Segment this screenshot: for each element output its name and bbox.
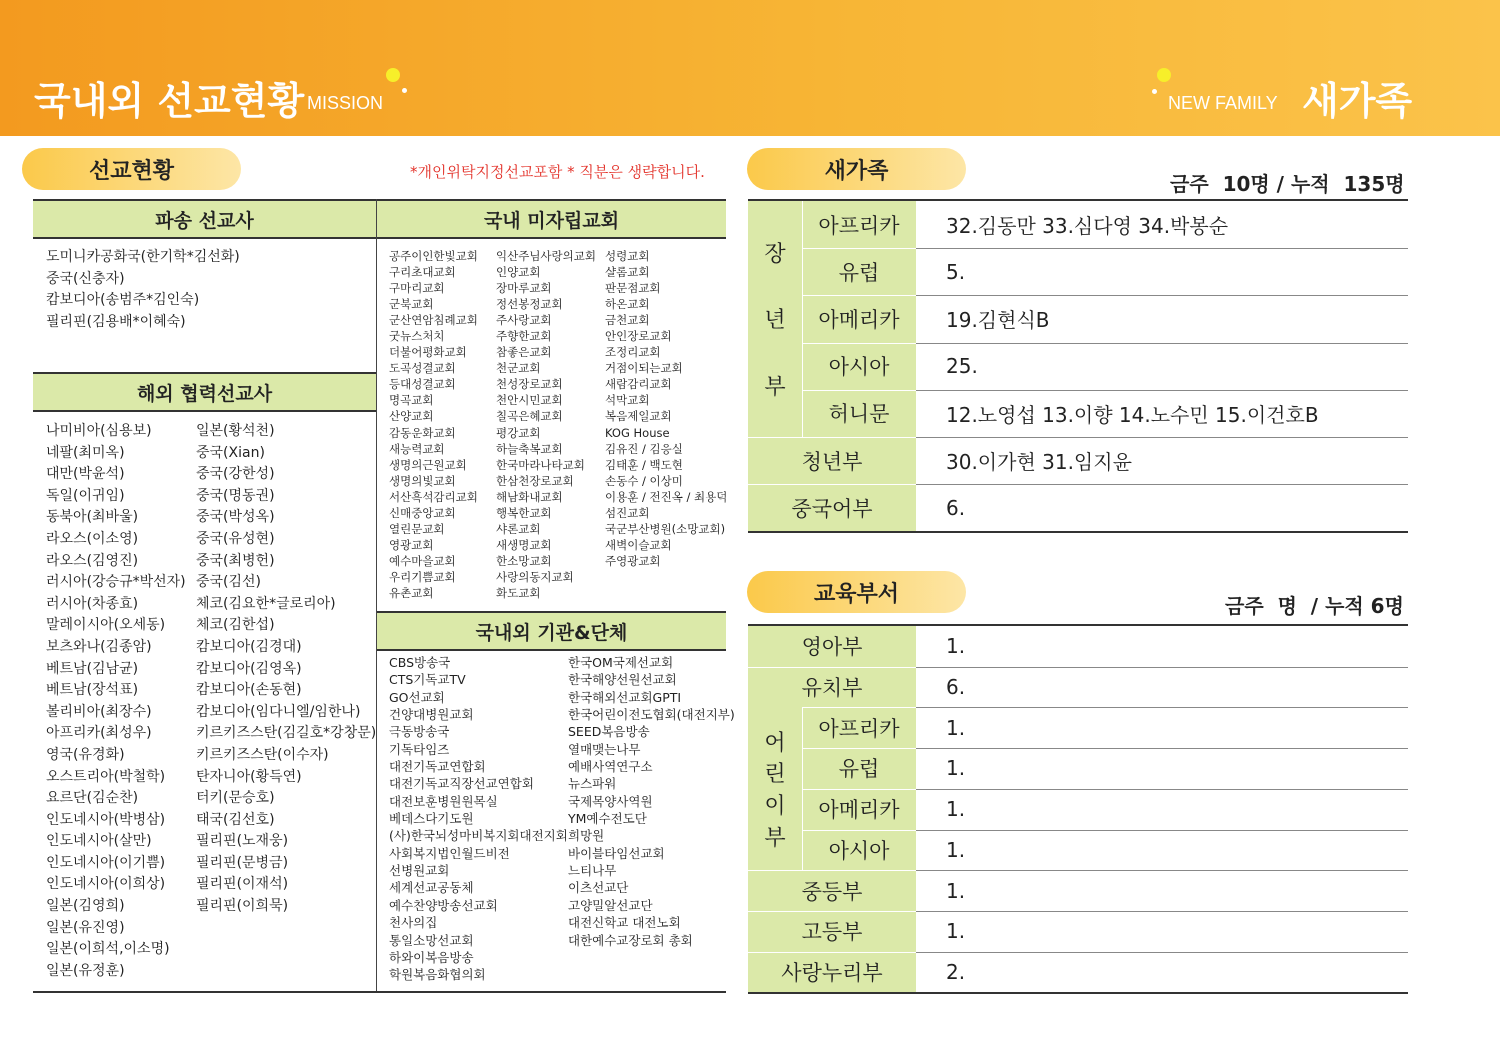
overseas-missionary: 러시아(강승규*박선자) [46,574,186,591]
church-item: 새벽이슬교회 [605,537,672,552]
church-item: 더불어평화교회 [389,345,467,360]
org-item: 대전기독교연합회 [389,759,486,775]
education-section-pill: 교육부서 [747,571,966,613]
overseas-missionary: 중국(유성현) [196,530,275,547]
row-label: 유럽 [838,260,880,285]
row-divider [916,748,1408,749]
overseas-missionary: 일본(유진영) [46,919,125,936]
org-item: SEED복음방송 [568,724,650,740]
org-item: 한국해양선원선교회 [568,672,677,688]
group-vertical-label [748,707,802,870]
org-item: 국제목양사역원 [568,793,653,809]
overseas-missionary: 중국(박성옥) [196,509,275,526]
group-label-char: 부 [764,375,786,401]
church-item: 샤론교회 [496,521,541,536]
org-item: 베데스다기도원 [389,811,474,827]
church-item: 등대성결교회 [389,377,456,392]
overseas-missionary: 캄보디아(손동현) [196,682,302,699]
org-item: 극동방송국 [389,724,450,740]
org-item: 건양대병원교회 [389,707,474,723]
org-item: 한국어린이전도협회(대전지부) [568,707,735,723]
org-item: 한국해외선교회GPTI [568,689,682,705]
church-item: 주영광교회 [605,553,661,568]
overseas-missionary: 필리핀(노재웅) [196,833,289,850]
row-value: 1. [946,919,966,944]
org-item: 대전기독교직장선교연합회 [389,776,534,792]
mission-table-bottomline [33,991,726,993]
mission-note: *개인위탁지정선교포함 * 직분은 생략합니다. [410,163,705,181]
church-item: 생명의근원교회 [389,457,467,472]
row-divider [748,952,916,953]
org-item: 바이블타임선교회 [568,845,665,861]
overseas-missionary: 필리핀(문병금) [196,854,289,871]
overseas-missionary: 러시아(차종효) [46,595,139,612]
row-label: 아시아 [828,838,890,863]
overseas-missionary: 인도네시아(이희상) [46,876,166,893]
dispatched-missionary: 캄보디아(송범주*김인숙) [46,292,200,309]
overseas-missionary: 중국(최병헌) [196,552,275,569]
dispatched-missionary: 도미니카공화국(한기학*김선화) [46,249,240,265]
church-item: 한소망교회 [496,553,552,568]
dispatched-missionary: 중국(신충자) [46,270,125,287]
row-divider [916,667,1408,668]
row-label: 고등부 [801,920,863,945]
church-item: 석막교회 [605,393,650,408]
overseas-missionary: 볼리비아(최장수) [46,703,152,720]
row-divider [802,707,916,708]
row-divider [916,952,1408,953]
church-item: 하늘축복교회 [496,441,563,456]
row-label: 영아부 [801,635,863,660]
org-item: 느티나무 [568,863,617,879]
church-item: 우리기쁨교회 [389,569,456,584]
org-item: 학원복음화협의회 [389,967,486,983]
org-item: 열매맺는나무 [568,741,641,757]
row-divider [916,343,1408,344]
org-item: 하와이복음방송 [389,949,474,965]
church-item: 구마리교회 [389,281,445,296]
row-divider [802,248,916,249]
org-item: 대한예수교장로회 총회 [568,932,693,948]
row-value: 2. [946,959,966,984]
org-item: (사)한국뇌성마비복지회대전지회 [389,828,568,844]
row-value: 6. [946,675,966,700]
church-item: 생명의빛교회 [389,473,456,488]
org-item: 선병원교회 [389,863,450,879]
overseas-missionary: 필리핀(이재석) [196,876,289,893]
org-item: 대전보훈병원원목실 [389,793,498,809]
mission-section-pill: 선교현황 [22,148,241,190]
church-item: 한국마라나타교회 [496,457,585,472]
overseas-missionary: 아프리카(최성우) [46,725,152,742]
overseas-missionary: 요르단(김순찬) [46,790,139,807]
overseas-missionary: 대만(박윤석) [46,466,125,483]
church-item: 군북교회 [389,297,434,312]
row-label: 허니문 [828,402,890,427]
org-item: 천사의집 [389,915,438,931]
church-item: 굿뉴스처치 [389,329,445,344]
row-label: 유럽 [838,757,880,782]
group-label-char: 년 [764,308,786,334]
overseas-missionary: 태국(김선호) [196,811,275,828]
row-divider [748,667,916,668]
org-item: 예배사역연구소 [568,759,653,775]
church-item: 예수마을교회 [389,553,456,568]
overseas-missionary: 중국(강한성) [196,466,275,483]
church-item: 화도교회 [496,585,541,600]
church-item: 거점이되는교회 [605,361,683,376]
church-item: 새생명교회 [496,537,552,552]
overseas-missionary: 베트남(장석표) [46,682,139,699]
row-divider [916,707,1408,708]
church-item: 열린문교회 [389,521,445,536]
row-value: 1. [946,797,966,822]
row-label: 중국어부 [791,496,873,521]
overseas-missionary: 네팔(최미옥) [46,444,125,461]
church-item: 손동수 / 이상미 [605,473,683,488]
overseas-missionary: 라오스(김영진) [46,552,139,569]
overseas-missionary: 체코(김한섭) [196,617,275,634]
overseas-missionary: 인도네시아(박병삼) [46,811,166,828]
org-item: 통일소망선교회 [389,932,474,948]
overseas-list-col1 [46,421,186,982]
org-item: 예수찬양방송선교회 [389,897,498,913]
church-item: 익산주님사랑의교회 [496,249,596,263]
row-divider [916,390,1408,391]
row-divider [748,437,916,438]
row-divider [802,748,916,749]
overseas-missionary: 보츠와나(김종암) [46,638,152,655]
newfamily-section-pill: 새가족 [747,148,966,190]
overseas-missionary: 오스트리아(박철학) [46,768,166,785]
education-stat: 금주 명 / 누적 6명 [1225,594,1404,618]
overseas-missionary: 중국(명동권) [196,487,275,504]
dispatched-header: 파송 선교사 [33,201,376,239]
church-item: 천안시민교회 [496,393,563,408]
church-item: 해남화내교회 [496,489,563,504]
row-value: 1. [946,837,966,862]
org-item: 기독타임즈 [389,741,450,757]
row-label: 아메리카 [818,307,900,332]
mission-banner-subtitle: MISSION [307,93,384,113]
group-label-char: 린 [764,762,786,788]
church-item: 김태훈 / 백도현 [605,457,683,472]
overseas-missionary: 캄보디아(임다니엘/임한나) [196,703,361,720]
church-item: 이용훈 / 전진옥 / 최용덕 [605,489,728,504]
overseas-missionary: 영국(유경화) [46,746,125,763]
church-item: 구리초대교회 [389,265,456,280]
church-item: 명곡교회 [389,393,434,408]
row-value: 6. [946,495,966,520]
org-item: 희망원 [568,828,605,844]
row-divider [802,343,916,344]
overseas-missionary: 인도네시아(이기쁨) [46,854,166,871]
church-item: 주사랑교회 [496,313,552,328]
row-divider [748,911,916,912]
row-divider [802,390,916,391]
overseas-missionary: 탄자니아(황득연) [196,768,302,785]
yellow-dot-icon [386,68,400,82]
overseas-missionary: 키르키즈스탄(이수자) [196,746,329,763]
overseas-missionary: 캄보디아(김영옥) [196,660,302,677]
row-label: 중등부 [801,879,863,904]
overseas-missionary: 일본(황석천) [196,423,275,439]
group-label-char: 이 [764,794,786,820]
row-value: 1. [946,715,966,740]
row-value: 25. [946,354,978,379]
row-label: 아프리카 [818,716,900,741]
overseas-missionary: 필리핀(이희묵) [196,898,289,915]
overseas-missionary: 나미비아(심용보) [46,423,152,439]
church-item: 하온교회 [605,297,650,312]
orgs-header: 국내외 기관&단체 [377,613,726,651]
row-divider [916,437,1408,438]
row-label: 아메리카 [818,798,900,823]
org-item: 사회복지법인월드비전 [389,845,510,861]
row-value: 30.이가현 31.임지윤 [946,450,1132,475]
row-value: 12.노영섭 13.이향 14.노수민 15.이건호B [946,402,1319,427]
church-item: 유촌교회 [389,585,434,600]
church-item: 감동운화교회 [389,425,456,440]
church-item: 천성장로교회 [496,377,563,392]
church-item: 서산흑석감리교회 [389,489,478,504]
table-bottomline [748,992,1408,994]
row-divider [802,830,916,831]
overseas-missionary: 말레이시아(오세동) [46,617,166,634]
row-divider [916,870,1408,871]
org-item: 한국OM국제선교회 [568,655,674,670]
overseas-missionary: 일본(이희석,이소명) [46,941,170,958]
church-item: 신매중앙교회 [389,505,456,520]
church-item: 새람감리교회 [605,377,672,392]
church-item: 참좋은교회 [496,345,552,360]
church-list-col2 [496,248,596,601]
church-item: 주향한교회 [496,329,552,344]
overseas-missionary: 독일(이귀임) [46,487,125,504]
church-item: KOG House [605,425,670,440]
overseas-missionary: 키르키즈스탄(김길호*강창문) [196,725,377,742]
church-item: 천군교회 [496,361,541,376]
group-vertical-label [748,201,802,437]
church-item: 정선봉정교회 [496,297,563,312]
row-value: 32.김동만 33.심다영 34.박봉순 [946,214,1229,239]
row-label: 청년부 [801,449,863,474]
church-list-col3 [605,248,727,569]
group-label-char: 장 [764,241,786,267]
org-item: 고양밀알선교단 [568,897,653,913]
white-dot-icon [1152,89,1157,94]
group-label-char: 어 [764,730,786,756]
row-label: 아시아 [828,355,890,380]
row-value: 5. [946,259,966,284]
row-divider [916,830,1408,831]
newfamily-stat: 금주 10명 / 누적 135명 [1170,172,1405,196]
row-divider [802,295,916,296]
overseas-missionary: 인도네시아(살만) [46,833,152,850]
church-item: 성령교회 [605,249,650,263]
org-item: GO선교회 [389,689,445,705]
org-item: 뉴스파워 [568,776,617,792]
org-item: 세계선교공동체 [389,880,474,896]
church-item: 칠곡은혜교회 [496,409,563,424]
row-label: 아프리카 [818,213,900,238]
mission-banner-title: 국내외 선교현황 [34,79,305,123]
white-dot-icon [402,88,407,93]
church-item: 장마루교회 [496,281,552,296]
church-item: 영광교회 [389,537,434,552]
org-list-col1 [389,654,568,984]
row-value: 19.김현식B [946,308,1050,333]
church-item: 안인장로교회 [605,329,672,344]
overseas-missionary: 동북아(최바울) [46,509,139,526]
dispatched-missionary: 필리핀(김용배*이혜숙) [46,313,186,330]
church-item: 평강교회 [496,425,541,440]
org-list-col2 [568,654,735,949]
church-item: 판문점교회 [605,281,661,296]
church-item: 섬진교회 [605,505,650,520]
overseas-missionary: 체코(김요한*글로리아) [196,595,336,612]
church-item: 산양교회 [389,409,434,424]
table-bottomline [748,531,1408,533]
church-item: 군산연암침례교회 [389,313,478,328]
church-item: 행복한교회 [496,505,552,520]
row-value: 1. [946,878,966,903]
church-item: 국군부산병원(소망교회) [605,521,726,536]
row-divider [748,484,916,485]
overseas-missionary: 라오스(이소영) [46,530,139,547]
group-label-char: 부 [764,825,786,851]
church-item: 조정리교회 [605,345,661,360]
church-item: 김유진 / 김응실 [605,441,683,456]
row-divider [916,484,1408,485]
overseas-missionary: 일본(유정훈) [46,962,125,979]
church-item: 새능력교회 [389,441,445,456]
row-divider [802,789,916,790]
church-item: 복음제일교회 [605,409,672,424]
org-item: 이츠선교단 [568,880,629,896]
row-divider [916,248,1408,249]
newfamily-banner-subtitle: NEW FAMILY [1168,93,1278,113]
row-value: 1. [946,634,966,659]
org-item: YM예수전도단 [568,811,647,827]
org-item: CTS기독교TV [389,672,466,688]
row-divider [748,870,916,871]
church-item: 인양교회 [496,265,541,280]
row-value: 1. [946,756,966,781]
church-item: 도곡성결교회 [389,361,456,376]
overseas-missionary: 일본(김영희) [46,898,125,915]
org-item: CBS방송국 [389,655,451,670]
church-list-col1 [389,248,478,601]
overseas-missionary: 중국(김선) [196,574,262,591]
row-label: 사랑누리부 [781,960,883,985]
overseas-missionary: 베트남(김남균) [46,660,139,677]
church-item: 샬롬교회 [605,265,650,280]
overseas-missionary: 중국(Xian) [196,444,265,461]
churches-header: 국내 미자립교회 [377,201,726,239]
yellow-dot-icon [1157,68,1171,82]
church-item: 사랑의동지교회 [496,569,574,584]
church-item: 공주이인한빛교회 [389,249,478,263]
overseas-header: 해외 협력선교사 [33,374,376,412]
newfamily-banner-title: 새가족 [1302,79,1413,123]
church-item: 금천교회 [605,313,650,328]
row-label: 유치부 [801,676,863,701]
overseas-missionary: 터키(문승호) [196,790,275,807]
row-divider [916,295,1408,296]
org-item: 대전신학교 대전노회 [568,915,681,931]
dispatched-list [46,247,240,333]
church-item: 한삼천장로교회 [496,473,574,488]
overseas-missionary: 캄보디아(김경대) [196,638,302,655]
row-divider [916,911,1408,912]
overseas-list-col2 [196,421,376,918]
row-divider [916,789,1408,790]
